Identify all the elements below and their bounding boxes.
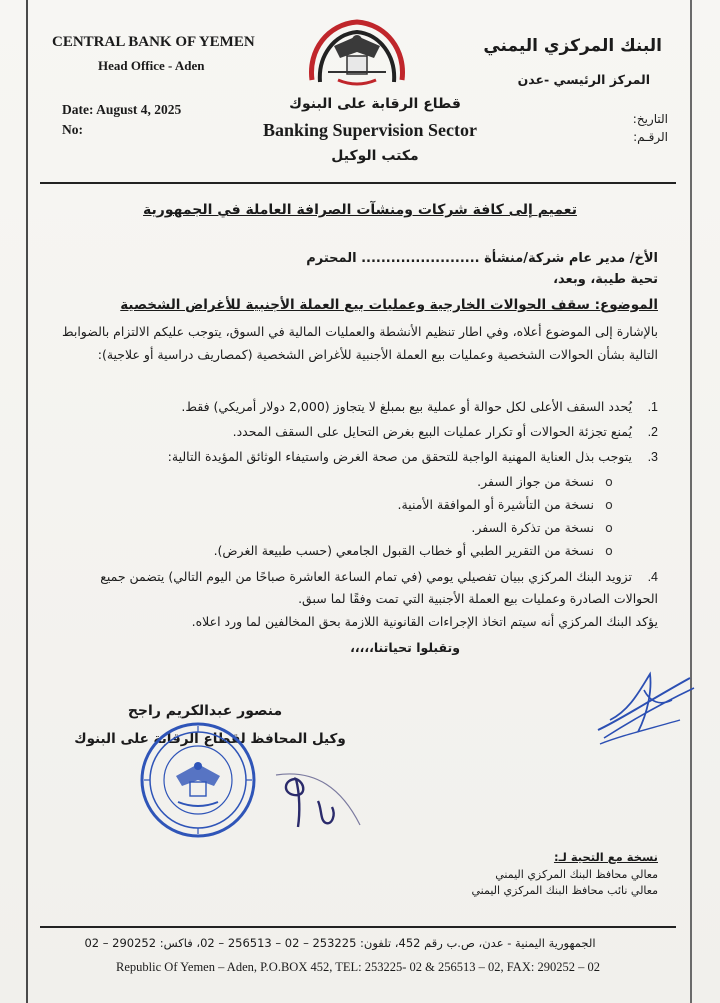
bank-name-english: CENTRAL BANK OF YEMEN (52, 34, 255, 50)
deputy-office-arabic: مكتب الوكيل (331, 148, 419, 164)
footer-address-english: Republic Of Yemen – Aden, P.O.BOX 452, TEL: 253225- 02 & 256513 – 02, FAX: 290252 – 02 (116, 960, 600, 974)
item-number: 4. (647, 570, 658, 584)
signatory-title: وكيل المحافظ لقطاع الرقابة على البنوك (74, 731, 346, 747)
yemen-emblem-icon (298, 10, 416, 96)
page-border-right (690, 0, 692, 1003)
bullet-icon: o (605, 497, 613, 512)
closing-regards: وتقبلوا تحياتنا،،،،، (350, 640, 460, 655)
document-text: نسخة من التأشيرة أو الموافقة الأمنية. (397, 497, 595, 512)
signatory-name: منصور عبدالكريم راجح (127, 703, 283, 719)
item-number: 2. (647, 425, 658, 439)
header-divider (40, 182, 676, 184)
document-item (60, 497, 620, 512)
reference-number-english: No: (62, 122, 83, 137)
reference-label-arabic: الرقـم: (633, 130, 668, 144)
signature-scribble-icon (590, 660, 700, 755)
official-seal-icon (138, 720, 258, 840)
greeting: تحية طيبة، وبعد، (553, 272, 658, 287)
bullet-icon: o (605, 520, 613, 535)
list-item (58, 396, 658, 418)
list-item (58, 446, 658, 468)
intro-paragraph: بالإشارة إلى الموضوع أعلاه، وفي اطار تنظيم الأنشطة والعمليات المالية في السوق، يتوجب عليكم الالتزام بالضوابط التالية بشأن الحوالات الشخصية وعمليات بيع العملة الأجنبية للأغراض الشخصية (كمصاريف دراسية أو علاجية): (61, 324, 658, 362)
office-arabic: المركز الرئيسي -عدن (517, 72, 650, 87)
item-text: يُحدد السقف الأعلى لكل حوالة أو عملية بيع بمبلغ لا يتجاوز (2,000 دولار أمريكي) فقط. (181, 399, 633, 414)
bullet-icon: o (605, 543, 613, 558)
subject-line: الموضوع: سقف الحوالات الخارجية وعمليات بيع العملة الأجنبية للأغراض الشخصية (120, 297, 658, 313)
item-text: يتوجب بذل العناية المهنية الواجبة للتحقق من صحة الغرض واستيفاء الوثائق المؤيدة التالية: (167, 449, 633, 464)
sector-arabic: قطاع الرقابة على البنوك (289, 96, 461, 112)
footer-divider (40, 926, 676, 928)
office-english: Head Office - Aden (98, 58, 205, 73)
document-text: نسخة من جواز السفر. (477, 474, 595, 489)
list-item (58, 421, 658, 443)
sector-english: Banking Supervision Sector (262, 120, 478, 140)
item-text: يُمنع تجزئة الحوالات أو تكرار عمليات البيع بغرض التحايل على السقف المحدد. (232, 424, 633, 439)
page-border-left (26, 0, 28, 1003)
cc-recipient: معالي محافظ البنك المركزي اليمني (495, 868, 658, 881)
item-number: 3. (647, 450, 658, 464)
salutation: الأخ/ مدير عام شركة/منشأة ........................ المحترم (306, 251, 658, 266)
item-number: 1. (647, 400, 658, 414)
date-label-arabic: التاريخ: (632, 112, 668, 126)
list-item (58, 566, 658, 610)
item-text: تزويد البنك المركزي ببيان تفصيلي يومي (في تمام الساعة العاشرة صباحًا من اليوم التالي) يتضمن جميع الحوالات الصادرة وعمليات بيع العملة الأجنبية التي تمت وفقًا لما سبق. (100, 569, 658, 606)
document-item (60, 474, 620, 489)
bullet-icon: o (605, 474, 613, 489)
document-text: نسخة من التقرير الطبي أو خطاب القبول الجامعي (حسب طبيعة الغرض). (213, 543, 595, 558)
cc-title: نسخة مع التحية لـ: (553, 850, 658, 864)
document-item (60, 543, 620, 558)
circular-title: تعميم إلى كافة شركات ومنشآت الصرافة العاملة في الجمهورية (143, 202, 577, 218)
document-text: نسخة من تذكرة السفر. (471, 520, 595, 535)
footer-address-arabic: الجمهورية اليمنية - عدن، ص.ب رقم 452، تلفون: 253225 – 02 – 256513 – 02، فاكس: 290252 – 02 (84, 936, 596, 950)
bank-name-arabic: البنك المركزي اليمني (483, 36, 662, 56)
document-item (60, 520, 620, 535)
cc-recipient: معالي نائب محافظ البنك المركزي اليمني (471, 884, 658, 897)
date-english: Date: August 4, 2025 (62, 102, 182, 117)
closing-warning: يؤكد البنك المركزي أنه سيتم اتخاذ الإجراءات القانونية اللازمة بحق المخالفين لما ورد اعلاه. (191, 614, 658, 629)
handwritten-signature-icon (256, 765, 366, 845)
